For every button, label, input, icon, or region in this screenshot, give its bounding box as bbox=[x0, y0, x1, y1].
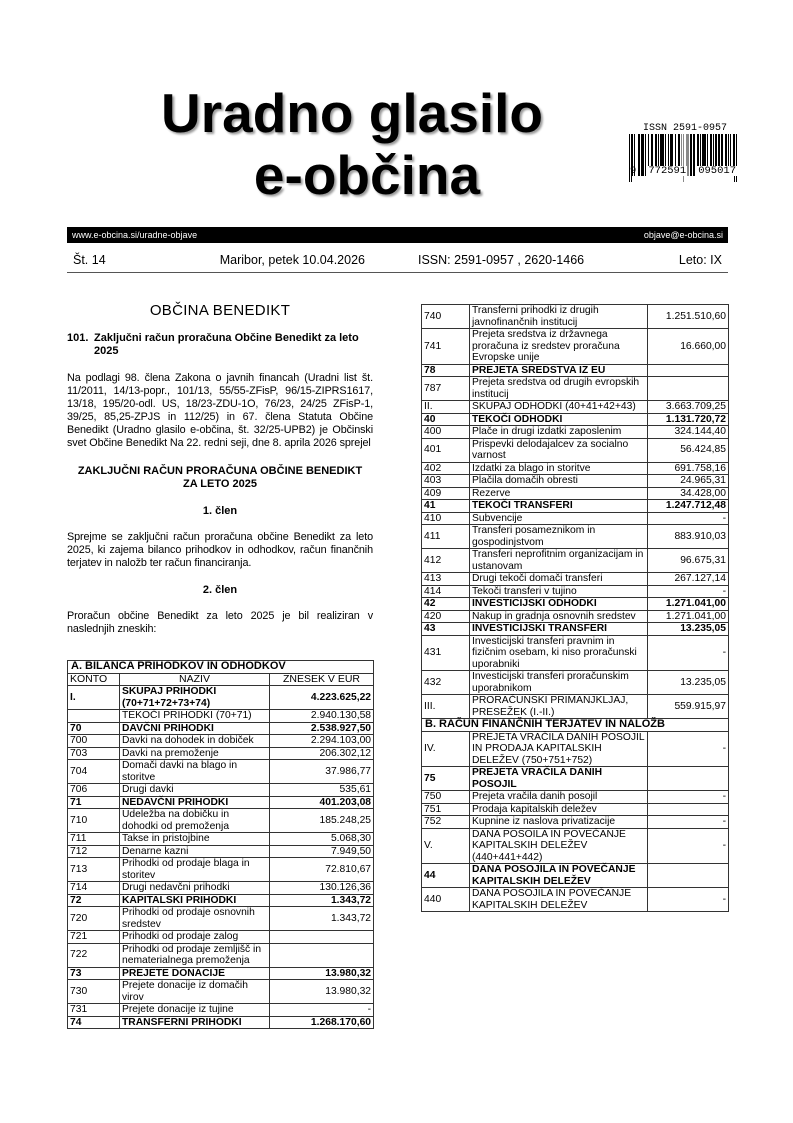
table-section-row bbox=[422, 719, 729, 732]
cell-znesek: 401.203,08 bbox=[270, 796, 374, 809]
cell-znesek bbox=[648, 377, 729, 401]
municipality-heading: OBČINA BENEDIKT bbox=[149, 302, 291, 319]
issn-barcode bbox=[629, 124, 737, 186]
table-row bbox=[68, 882, 374, 895]
table-row bbox=[422, 573, 729, 586]
table-row bbox=[68, 735, 374, 748]
cell-konto: 44 bbox=[422, 864, 470, 888]
cell-naziv: Izdatki za blago in storitve bbox=[470, 462, 648, 475]
cell-konto: 411 bbox=[422, 525, 470, 549]
issn-numbers: ISSN: 2591-0957 , 2620-1466 bbox=[418, 252, 585, 267]
cell-znesek: - bbox=[648, 816, 729, 829]
cell-znesek: - bbox=[648, 828, 729, 864]
article-2-heading: 2. člen bbox=[202, 583, 238, 596]
cell-naziv: Prihodki od prodaje zemljišč in nematerialnega premoženja bbox=[120, 943, 270, 967]
cell-znesek: 267.127,14 bbox=[648, 573, 729, 586]
cell-naziv: Nakup in gradnja osnovnih sredstev bbox=[470, 610, 648, 623]
table-row bbox=[422, 500, 729, 513]
table-row bbox=[422, 377, 729, 401]
barcode-digit-lead: 9 bbox=[630, 165, 637, 177]
cell-naziv: DANA POSOILA IN POVEČANJE KAPITALSKIH DELEŽEV (440+441+442) bbox=[470, 828, 648, 864]
cell-konto: 713 bbox=[68, 858, 120, 882]
cell-znesek: - bbox=[648, 585, 729, 598]
table-row bbox=[422, 305, 729, 329]
table-row bbox=[422, 329, 729, 365]
section-title: B. RAČUN FINANČNIH TERJATEV IN NALOŽB bbox=[422, 719, 729, 732]
cell-naziv: Prihodki od prodaje zalog bbox=[120, 931, 270, 944]
cell-naziv: Kupnine iz naslova privatizacije bbox=[470, 816, 648, 829]
article-1-heading: 1. člen bbox=[202, 504, 238, 517]
table-row bbox=[68, 747, 374, 760]
article-title bbox=[67, 332, 373, 358]
cell-znesek: 2.940.130,58 bbox=[270, 710, 374, 723]
article-number: 101. bbox=[67, 332, 89, 344]
cell-naziv: Prihodki od prodaje blaga in storitev bbox=[120, 858, 270, 882]
cell-znesek bbox=[648, 364, 729, 377]
table-row bbox=[422, 695, 729, 719]
cell-konto: 72 bbox=[68, 894, 120, 907]
cell-naziv: Takse in pristojbine bbox=[120, 833, 270, 846]
cell-konto bbox=[68, 710, 120, 723]
cell-znesek: - bbox=[648, 888, 729, 912]
cell-naziv: Domači davki na blago in storitve bbox=[120, 760, 270, 784]
cell-naziv: Drugi nedavčni prihodki bbox=[120, 882, 270, 895]
cell-znesek: 1.343,72 bbox=[270, 907, 374, 931]
cell-naziv: Tekoči transferi v tujino bbox=[470, 585, 648, 598]
cell-znesek: 1.343,72 bbox=[270, 894, 374, 907]
table-row bbox=[422, 462, 729, 475]
email-link[interactable]: objave@e-obcina.si bbox=[643, 230, 723, 240]
cell-znesek: 24.965,31 bbox=[648, 475, 729, 488]
table-row bbox=[422, 598, 729, 611]
table-row bbox=[422, 401, 729, 414]
cell-znesek: 1.271.041,00 bbox=[648, 610, 729, 623]
cell-znesek: 13.980,32 bbox=[270, 967, 374, 980]
cell-naziv: Transferni prihodki iz drugih javnofinančnih institucij bbox=[470, 305, 648, 329]
cell-naziv: SKUPAJ PRIHODKI (70+71+72+73+74) bbox=[120, 686, 270, 710]
left-column bbox=[67, 300, 373, 650]
table-row bbox=[68, 722, 374, 735]
cell-naziv: Prejete donacije iz domačih virov bbox=[120, 980, 270, 1004]
table-row bbox=[422, 635, 729, 671]
cell-naziv: Prejete donacije iz tujine bbox=[120, 1004, 270, 1017]
cell-naziv: INVESTICIJSKI ODHODKI bbox=[470, 598, 648, 611]
cell-konto: 71 bbox=[68, 796, 120, 809]
cell-znesek: 56.424,85 bbox=[648, 438, 729, 462]
cell-znesek: 4.223.625,22 bbox=[270, 686, 374, 710]
cell-konto: 751 bbox=[422, 803, 470, 816]
cell-naziv: Prejeta sredstva iz državnega proračuna iz sredstev proračuna Evropske unije bbox=[470, 329, 648, 365]
cell-konto: V. bbox=[422, 828, 470, 864]
table-row bbox=[68, 858, 374, 882]
table-row bbox=[68, 931, 374, 944]
cell-naziv: Drugi davki bbox=[120, 784, 270, 797]
cell-znesek: 324.144,40 bbox=[648, 426, 729, 439]
cell-konto: 704 bbox=[68, 760, 120, 784]
table-section-row bbox=[68, 661, 374, 674]
cell-znesek: 16.660,00 bbox=[648, 329, 729, 365]
cell-naziv: INVESTICIJSKI TRANSFERI bbox=[470, 623, 648, 636]
article-2-text: Proračun občine Benedikt za leto 2025 je bil realiziran v naslednjih zneskih: bbox=[67, 609, 373, 635]
cell-znesek: 1.131.720,72 bbox=[648, 413, 729, 426]
cell-naziv: Prihodki od prodaje osnovnih sredstev bbox=[120, 907, 270, 931]
cell-naziv: Udeležba na dobičku in dohodki od premoženja bbox=[120, 809, 270, 833]
table-row bbox=[422, 864, 729, 888]
cell-konto: 706 bbox=[68, 784, 120, 797]
cell-znesek bbox=[648, 803, 729, 816]
cell-naziv: DANA POSOJILA IN POVEČANJE KAPITALSKIH DELEŽEV bbox=[470, 888, 648, 912]
cell-naziv: Prodaja kapitalskih deležev bbox=[470, 803, 648, 816]
cell-konto: 413 bbox=[422, 573, 470, 586]
cell-konto: 703 bbox=[68, 747, 120, 760]
cell-znesek: 1.271.041,00 bbox=[648, 598, 729, 611]
cell-znesek: 883.910,03 bbox=[648, 525, 729, 549]
cell-konto: IV. bbox=[422, 731, 470, 767]
cell-naziv: KAPITALSKI PRIHODKI bbox=[120, 894, 270, 907]
cell-konto: 787 bbox=[422, 377, 470, 401]
cell-konto: 414 bbox=[422, 585, 470, 598]
cell-znesek: 2.538.927,50 bbox=[270, 722, 374, 735]
cell-znesek: 1.268.170,60 bbox=[270, 1016, 374, 1029]
cell-znesek: 13.980,32 bbox=[270, 980, 374, 1004]
cell-konto: 440 bbox=[422, 888, 470, 912]
cell-znesek: - bbox=[270, 1004, 374, 1017]
cell-naziv: Transferi neprofitnim organizacijam in ustanovam bbox=[470, 549, 648, 573]
cell-znesek: 7.949,50 bbox=[270, 845, 374, 858]
table-row bbox=[422, 475, 729, 488]
top-contact-bar bbox=[67, 227, 728, 243]
cell-znesek: 13.235,05 bbox=[648, 623, 729, 636]
barcode-digits-left: 772591 bbox=[648, 165, 687, 177]
table-row bbox=[422, 610, 729, 623]
cell-znesek: 2.294.103,00 bbox=[270, 735, 374, 748]
website-link[interactable]: www.e-obcina.si/uradne-objave bbox=[72, 230, 198, 240]
cell-konto: 431 bbox=[422, 635, 470, 671]
article-title-text: Zaključni račun proračuna Občine Benedikt za leto 2025 bbox=[94, 332, 359, 357]
table-row bbox=[68, 833, 374, 846]
cell-konto: 42 bbox=[422, 598, 470, 611]
table-row bbox=[422, 413, 729, 426]
cell-znesek: 691.758,16 bbox=[648, 462, 729, 475]
cell-znesek: 3.663.709,25 bbox=[648, 401, 729, 414]
cell-konto: 74 bbox=[68, 1016, 120, 1029]
table-row bbox=[68, 760, 374, 784]
table-row bbox=[422, 888, 729, 912]
cell-naziv: SKUPAJ ODHODKI (40+41+42+43) bbox=[470, 401, 648, 414]
cell-znesek: - bbox=[648, 635, 729, 671]
cell-znesek bbox=[270, 943, 374, 967]
cell-naziv: PREJETA VRAČILA DANIH POSOJIL bbox=[470, 767, 648, 791]
cell-naziv: PRORAČUNSKI PRIMANJKLJAJ, PRESEŽEK (I.-II.) bbox=[470, 695, 648, 719]
cell-naziv: DAVČNI PRIHODKI bbox=[120, 722, 270, 735]
section-title: A. BILANCA PRIHODKOV IN ODHODKOV bbox=[68, 661, 374, 674]
cell-konto: 40 bbox=[422, 413, 470, 426]
cell-konto: 78 bbox=[422, 364, 470, 377]
act-title: ZAKLJUČNI RAČUN PRORAČUNA OBČINE BENEDIKT ZA LETO 2025 bbox=[77, 464, 363, 490]
volume-year: Leto: IX bbox=[678, 252, 722, 267]
cell-naziv: DANA POSOJILA IN POVEČANJE KAPITALSKIH DELEŽEV bbox=[470, 864, 648, 888]
cell-naziv: PREJETA SREDSTVA IZ EU bbox=[470, 364, 648, 377]
table-row bbox=[422, 525, 729, 549]
table-row bbox=[68, 907, 374, 931]
cell-konto: 714 bbox=[68, 882, 120, 895]
cell-znesek: 206.302,12 bbox=[270, 747, 374, 760]
cell-konto: 400 bbox=[422, 426, 470, 439]
table-row bbox=[68, 1004, 374, 1017]
cell-naziv: Investicijski transferi proračunskim uporabnikom bbox=[470, 671, 648, 695]
cell-naziv: Prispevki delodajalcev za socialno varnost bbox=[470, 438, 648, 462]
cell-naziv: Drugi tekoči domači transferi bbox=[470, 573, 648, 586]
cell-znesek: 72.810,67 bbox=[270, 858, 374, 882]
cell-naziv: Denarne kazni bbox=[120, 845, 270, 858]
cell-naziv: TEKOČI PRIHODKI (70+71) bbox=[120, 710, 270, 723]
cell-konto: 722 bbox=[68, 943, 120, 967]
cell-konto: 712 bbox=[68, 845, 120, 858]
table-row bbox=[68, 1016, 374, 1029]
table-row bbox=[68, 894, 374, 907]
table-header-row bbox=[68, 673, 374, 686]
header-konto: KONTO bbox=[68, 673, 120, 686]
barcode-digits bbox=[629, 166, 737, 176]
cell-znesek: 34.428,00 bbox=[648, 487, 729, 500]
cell-znesek: 96.675,31 bbox=[648, 549, 729, 573]
cell-znesek bbox=[648, 864, 729, 888]
cell-naziv: PREJETE DONACIJE bbox=[120, 967, 270, 980]
issue-number: Št. 14 bbox=[73, 252, 106, 267]
cell-znesek bbox=[270, 931, 374, 944]
cell-naziv: Plačila domačih obresti bbox=[470, 475, 648, 488]
table-row bbox=[422, 816, 729, 829]
table-row bbox=[68, 845, 374, 858]
table-row bbox=[422, 731, 729, 767]
cell-konto: 740 bbox=[422, 305, 470, 329]
cell-naziv: Rezerve bbox=[470, 487, 648, 500]
cell-znesek: - bbox=[648, 791, 729, 804]
table-row bbox=[68, 980, 374, 1004]
table-row bbox=[422, 828, 729, 864]
table-row bbox=[422, 623, 729, 636]
cell-konto: 730 bbox=[68, 980, 120, 1004]
cell-znesek bbox=[648, 767, 729, 791]
table-row bbox=[68, 686, 374, 710]
table-row bbox=[68, 943, 374, 967]
cell-konto: I. bbox=[68, 686, 120, 710]
cell-konto: 410 bbox=[422, 512, 470, 525]
table-row bbox=[422, 803, 729, 816]
cell-konto: 75 bbox=[422, 767, 470, 791]
cell-znesek: - bbox=[648, 731, 729, 767]
article-1-text: Sprejme se zaključni račun proračuna občine Benedikt za leto 2025, ki zajema bilanco prihodkov in odhodkov, račun finančnih terjatev in naložb ter račun financiranja. bbox=[67, 530, 373, 569]
table-row bbox=[422, 791, 729, 804]
cell-konto: 752 bbox=[422, 816, 470, 829]
cell-znesek: 130.126,36 bbox=[270, 882, 374, 895]
cell-konto: 720 bbox=[68, 907, 120, 931]
cell-konto: 401 bbox=[422, 438, 470, 462]
cell-konto: 43 bbox=[422, 623, 470, 636]
table-row bbox=[422, 438, 729, 462]
masthead-title-line2: e-občina bbox=[253, 144, 481, 206]
table-row bbox=[68, 784, 374, 797]
issue-info-bar bbox=[67, 247, 728, 273]
place-date: Maribor, petek 10.04.2026 bbox=[219, 252, 365, 267]
cell-znesek: 37.986,77 bbox=[270, 760, 374, 784]
table-row bbox=[422, 671, 729, 695]
cell-naziv: PREJETA VRAČILA DANIH POSOJIL IN PRODAJA KAPITALSKIH DELEŽEV (750+751+752) bbox=[470, 731, 648, 767]
table-row bbox=[422, 767, 729, 791]
header-znesek: ZNESEK V EUR bbox=[270, 673, 374, 686]
cell-znesek: 13.235,05 bbox=[648, 671, 729, 695]
table-row bbox=[68, 796, 374, 809]
cell-konto: 402 bbox=[422, 462, 470, 475]
table-row bbox=[422, 426, 729, 439]
table-row bbox=[422, 585, 729, 598]
cell-naziv: Plače in drugi izdatki zaposlenim bbox=[470, 426, 648, 439]
cell-znesek: 1.251.510,60 bbox=[648, 305, 729, 329]
cell-konto: 41 bbox=[422, 500, 470, 513]
cell-znesek: - bbox=[648, 512, 729, 525]
cell-naziv: Investicijski transferi pravnim in fizičnim osebam, ki niso proračunski uporabniki bbox=[470, 635, 648, 671]
table-row bbox=[68, 710, 374, 723]
cell-konto: 721 bbox=[68, 931, 120, 944]
header-naziv: NAZIV bbox=[120, 673, 270, 686]
cell-naziv: NEDAVČNI PRIHODKI bbox=[120, 796, 270, 809]
cell-konto: 70 bbox=[68, 722, 120, 735]
cell-naziv: TEKOČI ODHODKI bbox=[470, 413, 648, 426]
cell-konto: 403 bbox=[422, 475, 470, 488]
cell-znesek: 559.915,97 bbox=[648, 695, 729, 719]
cell-konto: 711 bbox=[68, 833, 120, 846]
cell-konto: II. bbox=[422, 401, 470, 414]
cell-znesek: 185.248,25 bbox=[270, 809, 374, 833]
table-row bbox=[422, 364, 729, 377]
masthead bbox=[67, 82, 667, 206]
cell-naziv: TRANSFERNI PRIHODKI bbox=[120, 1016, 270, 1029]
cell-konto: 412 bbox=[422, 549, 470, 573]
barcode-issn-label: ISSN 2591-0957 bbox=[642, 123, 727, 134]
cell-naziv: Transferi posameznikom in gospodinjstvom bbox=[470, 525, 648, 549]
cell-znesek: 5.068,30 bbox=[270, 833, 374, 846]
masthead-title-line1: Uradno glasilo bbox=[161, 82, 543, 144]
cell-konto: 741 bbox=[422, 329, 470, 365]
cell-naziv: Prejeta vračila danih posojil bbox=[470, 791, 648, 804]
barcode-digits-right: 095017 bbox=[698, 165, 736, 177]
cell-konto: III. bbox=[422, 695, 470, 719]
cell-naziv: TEKOČI TRANSFERI bbox=[470, 500, 648, 513]
table-row bbox=[68, 967, 374, 980]
cell-naziv: Prejeta sredstva od drugih evropskih institucij bbox=[470, 377, 648, 401]
cell-konto: 420 bbox=[422, 610, 470, 623]
balance-table-continuation bbox=[421, 304, 729, 912]
cell-naziv: Subvencije bbox=[470, 512, 648, 525]
table-row bbox=[422, 487, 729, 500]
cell-znesek: 535,61 bbox=[270, 784, 374, 797]
preamble-paragraph: Na podlagi 98. člena Zakona o javnih financah (Uradni list št. 11/2011, 14/13-popr., 101/13, 55/55-ZFisP, 96/15-ZIPRS1617, 13/18, 195/20-odl. US, 18/23-ZDU-1O, 76/23, 24/25 ZFisP-1, 39/25, 85,25-ZPJS in 112/25) in 67. člena Statuta Občine Benedikt (Uradno glasilo e-občina, št. 32/25-UPB2) je Občinski svet Občine Benedikt Na 22. redni seji, dne 8. aprila 2026 sprejel bbox=[67, 372, 373, 450]
cell-konto: 73 bbox=[68, 967, 120, 980]
table-row bbox=[422, 512, 729, 525]
cell-znesek: 1.247.712,48 bbox=[648, 500, 729, 513]
cell-naziv: Davki na premoženje bbox=[120, 747, 270, 760]
cell-konto: 432 bbox=[422, 671, 470, 695]
cell-konto: 750 bbox=[422, 791, 470, 804]
cell-konto: 731 bbox=[68, 1004, 120, 1017]
balance-table-a bbox=[67, 660, 374, 1029]
cell-konto: 710 bbox=[68, 809, 120, 833]
cell-konto: 409 bbox=[422, 487, 470, 500]
cell-konto: 700 bbox=[68, 735, 120, 748]
cell-naziv: Davki na dohodek in dobiček bbox=[120, 735, 270, 748]
table-row bbox=[422, 549, 729, 573]
table-row bbox=[68, 809, 374, 833]
